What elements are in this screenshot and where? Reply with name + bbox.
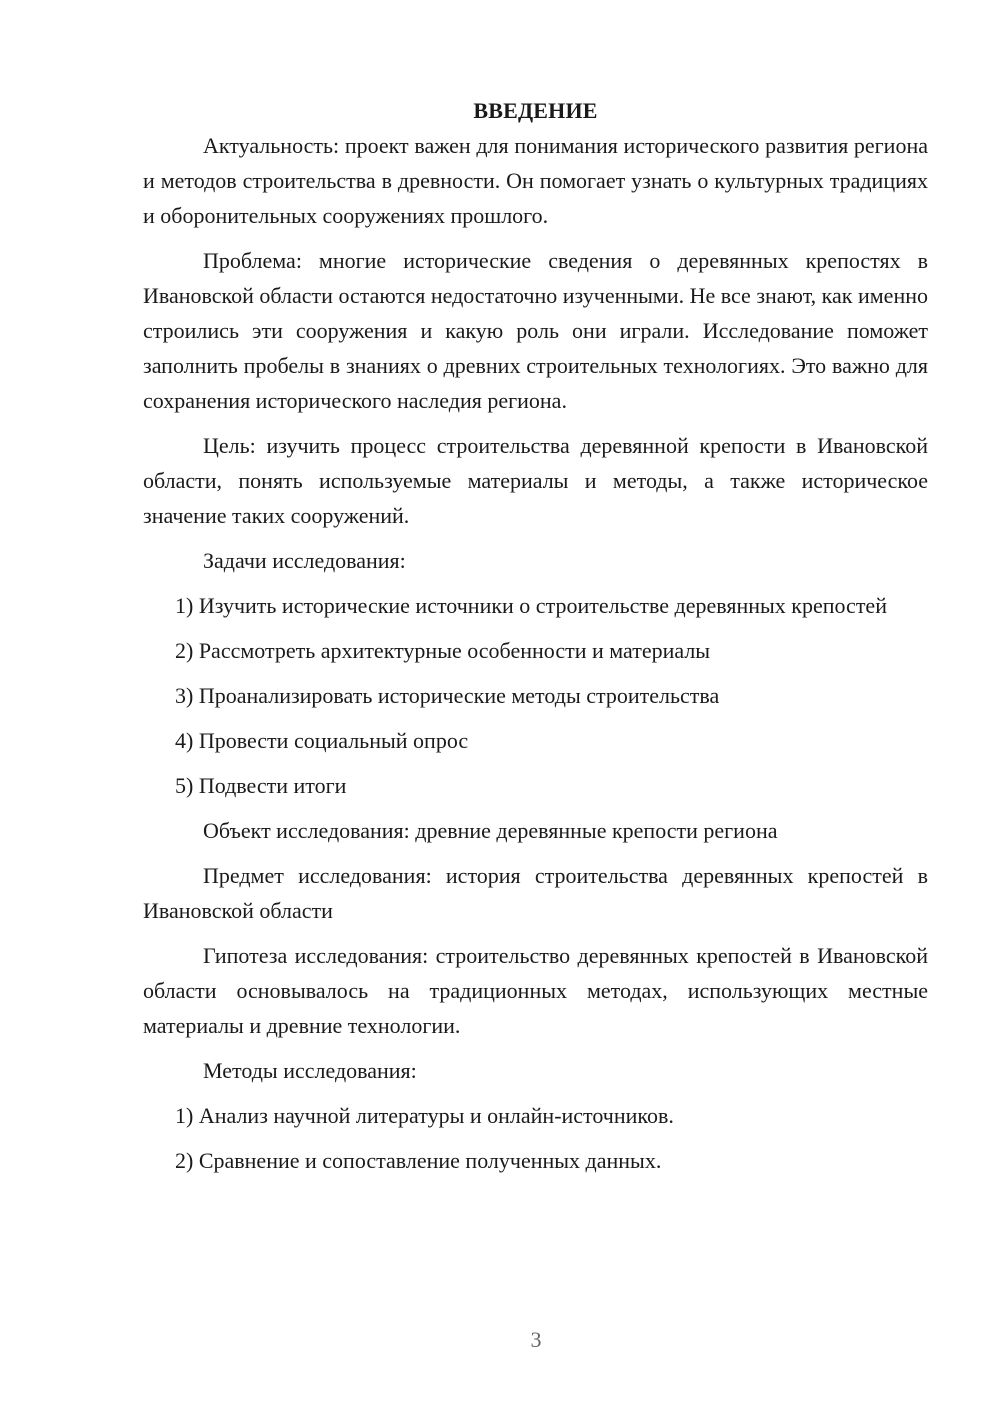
goal-paragraph: Цель: изучить процесс строительства деревянной крепости в Ивановской области, понять используемые материалы и методы, а также историческое значение таких сооружений. xyxy=(143,433,928,528)
subject-paragraph: Предмет исследования: история строительства деревянных крепостей в Ивановской области xyxy=(143,863,928,923)
methods-list xyxy=(143,1098,928,1178)
list-item: 2) Сравнение и сопоставление полученных данных. xyxy=(175,1148,662,1173)
page-number: 3 xyxy=(530,1327,542,1352)
list-item: 1) Анализ научной литературы и онлайн-источников. xyxy=(175,1103,674,1128)
document-body xyxy=(143,93,928,1188)
list-item: 2) Рассмотреть архитектурные особенности и материалы xyxy=(175,638,711,663)
hypothesis-paragraph: Гипотеза исследования: строительство деревянных крепостей в Ивановской области основывалось на традиционных методах, использующих местные материалы и древние технологии. xyxy=(143,943,928,1038)
tasks-heading: Задачи исследования: xyxy=(203,548,406,573)
list-item: 4) Провести социальный опрос xyxy=(175,728,469,753)
list-item: 1) Изучить исторические источники о строительстве деревянных крепостей xyxy=(175,593,887,618)
object-paragraph: Объект исследования: древние деревянные крепости региона xyxy=(203,818,778,843)
problem-paragraph: Проблема: многие исторические сведения о деревянных крепостях в Ивановской области остаются недостаточно изученными. Не все знают, как именно строились эти сооружения и какую роль они играли. Исследование поможет заполнить пробелы в знаниях о древних строительных технологиях. Это важно для сохранения исторического наследия региона. xyxy=(143,248,928,413)
list-item: 3) Проанализировать исторические методы строительства xyxy=(175,683,720,708)
list-item: 5) Подвести итоги xyxy=(175,773,347,798)
methods-heading: Методы исследования: xyxy=(203,1058,417,1083)
tasks-list xyxy=(143,588,928,803)
relevance-paragraph: Актуальность: проект важен для понимания исторического развития региона и методов строительства в древности. Он помогает узнать о культурных традициях и оборонительных сооружениях прошлого. xyxy=(143,133,928,228)
section-title: ВВЕДЕНИЕ xyxy=(473,98,598,123)
